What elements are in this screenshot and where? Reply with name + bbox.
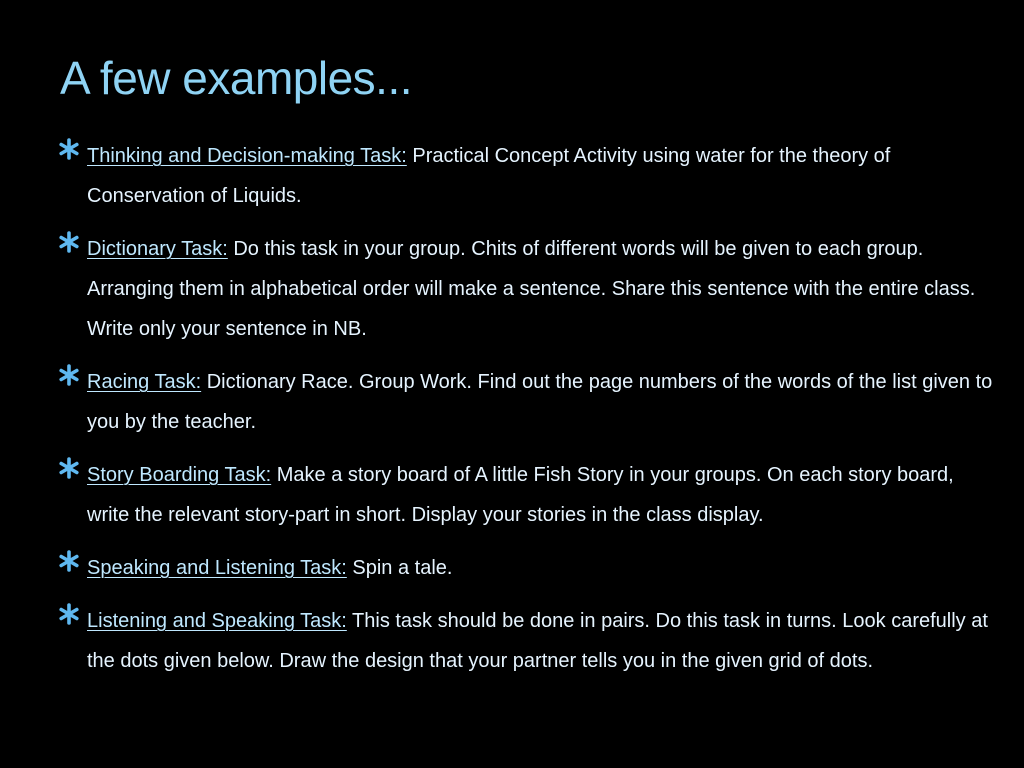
asterisk-icon bbox=[57, 137, 81, 161]
slide-title: A few examples... bbox=[60, 52, 412, 104]
asterisk-icon bbox=[57, 549, 81, 573]
asterisk-icon bbox=[57, 602, 81, 626]
bullet-item-dictionary bbox=[58, 229, 998, 349]
task-description: This task should be done in pairs. Do this task in turns. Look carefully at the dots given below. Draw the design that your partner tells you in the given grid of dots. bbox=[87, 610, 988, 672]
bullet-item-speaking-listening bbox=[58, 548, 998, 588]
asterisk-icon bbox=[57, 230, 81, 254]
bullet-item-racing bbox=[58, 362, 998, 442]
bullet-item-story-boarding bbox=[58, 455, 998, 535]
task-link[interactable]: Speaking and Listening Task: bbox=[87, 557, 347, 579]
task-description: Do this task in your group. Chits of different words will be given to each group. Arranging them in alphabetical order will make a sentence. Share this sentence with the entire class. Write only your sentence in NB. bbox=[87, 238, 976, 340]
task-link[interactable]: Racing Task: bbox=[87, 371, 202, 393]
task-link[interactable]: Story Boarding Task: bbox=[87, 464, 272, 486]
task-description: Spin a tale. bbox=[352, 557, 453, 579]
bullet-list bbox=[58, 136, 998, 694]
asterisk-icon bbox=[57, 363, 81, 387]
bullet-item-thinking bbox=[58, 136, 998, 216]
task-description: Make a story board of A little Fish Story in your groups. On each story board, write the relevant story-part in short. Display your stories in the class display. bbox=[87, 464, 954, 526]
task-link[interactable]: Listening and Speaking Task: bbox=[87, 610, 347, 632]
task-description: Dictionary Race. Group Work. Find out the page numbers of the words of the list given to you by the teacher. bbox=[87, 371, 993, 433]
bullet-item-listening-speaking bbox=[58, 601, 998, 681]
task-link[interactable]: Dictionary Task: bbox=[87, 238, 228, 260]
asterisk-icon bbox=[57, 456, 81, 480]
task-link[interactable]: Thinking and Decision-making Task: bbox=[87, 145, 407, 167]
task-description: Practical Concept Activity using water for the theory of Conservation of Liquids. bbox=[87, 145, 891, 207]
